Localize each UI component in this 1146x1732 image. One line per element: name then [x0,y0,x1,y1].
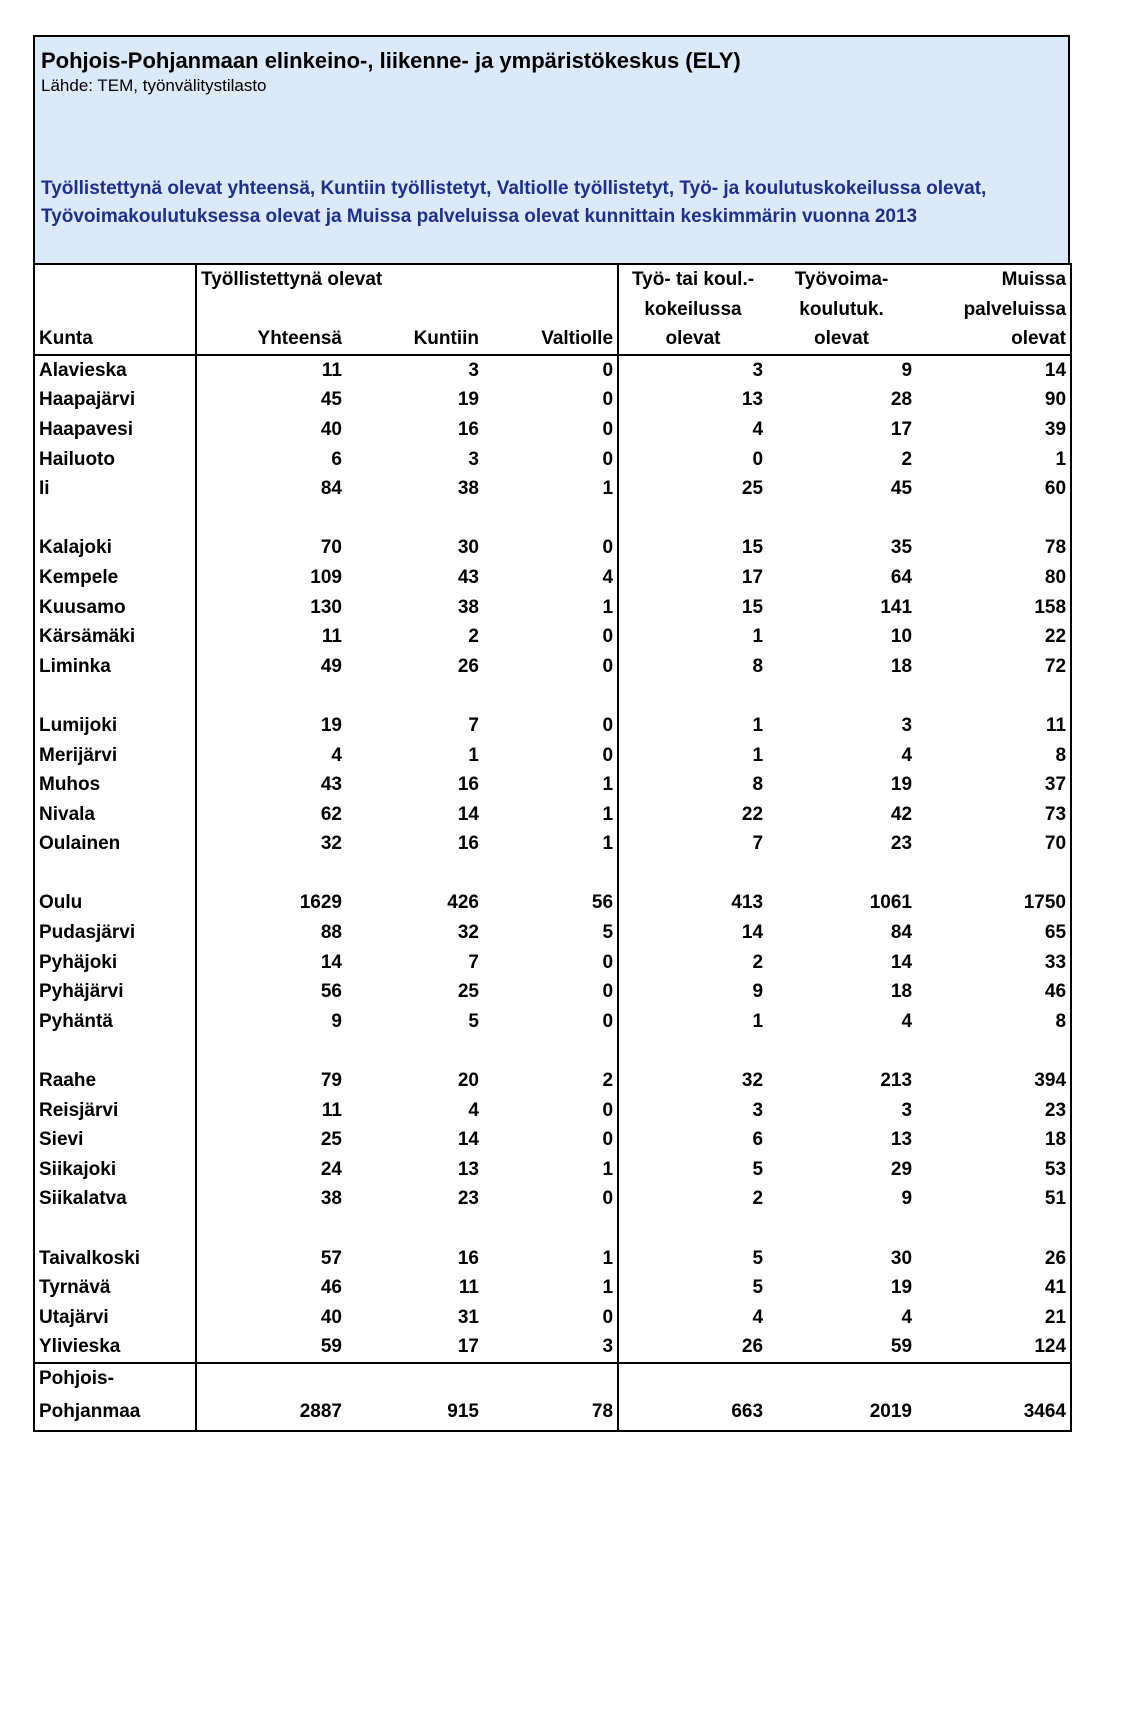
table-cell: 4 [618,1303,767,1333]
table-cell: 0 [602,1099,614,1121]
table-cell: 23 [916,1096,1071,1126]
table-row [34,1332,1071,1363]
header-yhteensa: Yhteensä [196,324,346,355]
table-row [34,1244,1071,1274]
table-cell: 19 [196,711,346,741]
table-cell: 7 [468,714,479,736]
table-cell: 4 [196,741,346,771]
table-row [34,741,1071,771]
table-cell: 0 [602,981,614,1003]
table-cell: 16 [457,418,479,440]
table-row [34,977,1071,1007]
table-cell: 19 [890,774,913,796]
table-cell: 37 [916,770,1071,800]
table-cell: 40 [196,1303,346,1333]
municipality-name: Reisjärvi [34,1096,196,1126]
table-cell: 45 [196,385,346,415]
table-cell: 5 [618,1273,767,1303]
table-cell: 56 [591,892,614,914]
table-cell: 17 [457,1336,479,1358]
table-cell: 21 [916,1303,1071,1333]
municipality-name: Muhos [34,770,196,800]
table-cell: 7 [468,951,479,973]
table-cell: 2 [618,948,767,978]
table-cell: 0 [602,1129,614,1151]
table-cell: 4 [901,1306,913,1328]
table-cell: 20 [457,1070,479,1092]
table-cell: 45 [890,478,913,500]
table-cell: 2 [602,1070,614,1092]
municipality-name: Kuusamo [34,593,196,623]
municipality-name: Liminka [34,652,196,682]
table-cell: 0 [602,951,614,973]
table-cell: 8 [618,652,767,682]
table-row [34,593,1071,623]
table-cell: 78 [916,533,1071,563]
table-cell: 0 [602,448,614,470]
table-cell: 35 [890,537,913,559]
table-cell: 16 [457,833,479,855]
table-cell: 0 [602,1306,614,1328]
table-cell: 7 [618,829,767,859]
table-row [34,1184,1071,1214]
table-cell: 14 [890,951,913,973]
header-kuntiin: Kuntiin [346,324,483,355]
table-cell: 1 [618,741,767,771]
table-cell: 1061 [869,892,913,914]
table-cell: 73 [916,800,1071,830]
table-cell: 124 [916,1332,1071,1363]
table-cell: 5 [618,1244,767,1274]
table-cell: 40 [196,415,346,445]
table-cell: 84 [196,474,346,504]
table-cell: 18 [890,981,913,1003]
group-spacer-row [34,681,1071,711]
table-row [34,800,1071,830]
table-cell: 72 [916,652,1071,682]
table-row [34,1007,1071,1037]
table-cell: 32 [618,1066,767,1096]
table-row [34,415,1071,445]
table-cell: 1 [602,1277,614,1299]
total-cell: 2019 [767,1394,916,1431]
table-cell: 14 [196,948,346,978]
total-cell: 915 [346,1394,483,1431]
total-cell: 3464 [916,1394,1071,1431]
table-cell: 5 [602,922,614,944]
statistics-table [33,263,1072,1432]
table-cell: 6 [618,1125,767,1155]
table-cell: 1750 [916,888,1071,918]
table-cell: 2 [618,1184,767,1214]
municipality-name: Utajärvi [34,1303,196,1333]
table-cell: 3 [468,448,479,470]
table-cell: 18 [890,655,913,677]
table-cell: 11 [196,1096,346,1126]
table-cell: 1 [602,478,614,500]
table-row [34,711,1071,741]
header-kunta: Kunta [34,324,196,355]
table-cell: 15 [618,533,767,563]
report-subtitle: Työllistettynä olevat yhteensä, Kuntiin työllistetyt, Valtiolle työllistetyt, Työ- ja koulutuskokeilussa olevat, Työvoimakoulutuksessa olevat ja Muissa palveluissa olevat kunnittain keskimmärin vuonna 2013 [41,178,987,227]
table-cell: 4 [618,415,767,445]
table-cell: 0 [602,655,614,677]
table-cell: 60 [916,474,1071,504]
table-cell: 4 [468,1099,479,1121]
table-row [34,355,1071,386]
table-cell: 9 [618,977,767,1007]
municipality-name: Alavieska [34,355,196,386]
table-cell: 49 [196,652,346,682]
municipality-name: Raahe [34,1066,196,1096]
table-cell: 51 [916,1184,1071,1214]
table-cell: 1 [602,803,614,825]
table-cell: 43 [457,566,479,588]
municipality-name: Ii [34,474,196,504]
table-cell: 16 [457,774,479,796]
header-trial-2: kokeilussa [618,295,767,325]
table-row [34,948,1071,978]
municipality-name: Taivalkoski [34,1244,196,1274]
table-cell: 14 [457,803,479,825]
table-cell: 4 [602,566,614,588]
group-spacer-row [34,1214,1071,1244]
total-cell: 78 [483,1394,618,1431]
table-cell: 65 [916,918,1071,948]
header-other-3: olevat [916,324,1071,355]
table-cell: 32 [196,829,346,859]
table-cell: 70 [916,829,1071,859]
table-header [34,264,1071,355]
table-cell: 0 [602,1188,614,1210]
municipality-name: Pudasjärvi [34,918,196,948]
table-cell: 8 [618,770,767,800]
table-cell: 25 [457,981,479,1003]
table-row [34,385,1071,415]
table-cell: 2 [901,448,913,470]
municipality-name: Sievi [34,1125,196,1155]
table-cell: 11 [458,1277,479,1299]
header-valtiolle: Valtiolle [483,324,618,355]
table-cell: 38 [196,1184,346,1214]
table-cell: 0 [602,744,614,766]
municipality-name: Siikalatva [34,1184,196,1214]
table-cell: 1 [618,711,767,741]
table-cell: 10 [890,626,913,648]
table-cell: 3 [618,1096,767,1126]
report-header [33,35,1070,263]
table-cell: 14 [916,355,1071,386]
table-cell: 0 [602,389,614,411]
table-cell: 1 [602,1247,614,1269]
municipality-name: Nivala [34,800,196,830]
municipality-name: Kempele [34,563,196,593]
table-cell: 1 [602,1158,614,1180]
table-cell: 11 [916,711,1071,741]
table-cell: 0 [602,626,614,648]
table-cell: 213 [880,1070,913,1092]
table-row [34,888,1071,918]
municipality-name: Merijärvi [34,741,196,771]
table-cell: 3 [901,714,913,736]
table-cell: 84 [890,922,913,944]
table-cell: 0 [602,418,614,440]
municipality-name: Oulu [34,888,196,918]
table-cell: 23 [890,833,913,855]
table-cell: 33 [916,948,1071,978]
table-cell: 1 [468,744,479,766]
table-cell: 42 [890,803,913,825]
table-cell: 9 [901,359,913,381]
table-cell: 141 [880,596,913,618]
table-row [34,918,1071,948]
table-row [34,1303,1071,1333]
table-cell: 4 [901,744,913,766]
table-cell: 4 [901,1010,913,1032]
table-cell: 109 [196,563,346,593]
municipality-name: Tyrnävä [34,1273,196,1303]
table-cell: 30 [457,537,479,559]
table-cell: 1 [618,622,767,652]
table-cell: 38 [457,596,479,618]
table-cell: 56 [196,977,346,1007]
table-row [34,1273,1071,1303]
table-cell: 13 [457,1158,479,1180]
table-cell: 5 [468,1010,479,1032]
table-row [34,533,1071,563]
header-other-2: palveluissa [916,295,1071,325]
municipality-name: Ylivieska [34,1332,196,1363]
header-trial-3: olevat [618,324,767,355]
table-cell: 3 [901,1099,913,1121]
table-cell: 22 [618,800,767,830]
table-total [34,1363,1071,1431]
table-row [34,1155,1071,1185]
table-body [34,355,1071,1363]
table-row [34,829,1071,859]
report-title: Pohjois-Pohjanmaan elinkeino-, liikenne- ja ympäristökeskus (ELY) [41,48,741,73]
table-cell: 39 [916,415,1071,445]
municipality-name: Pyhäntä [34,1007,196,1037]
table-cell: 43 [196,770,346,800]
table-cell: 1 [602,833,614,855]
table-cell: 1 [916,445,1071,475]
table-cell: 394 [916,1066,1071,1096]
table-cell: 26 [916,1244,1071,1274]
table-cell: 19 [457,389,479,411]
table-cell: 90 [916,385,1071,415]
total-cell: 2887 [196,1394,346,1431]
table-cell: 88 [196,918,346,948]
table-cell: 9 [196,1007,346,1037]
table-cell: 17 [890,418,913,440]
header-trial-1: Työ- tai koul.- [618,264,767,295]
table-cell: 9 [901,1188,913,1210]
table-cell: 2 [468,626,479,648]
municipality-name: Kalajoki [34,533,196,563]
total-cell: 663 [618,1394,767,1431]
table-cell: 1629 [196,888,346,918]
table-cell: 1 [618,1007,767,1037]
table-cell: 53 [916,1155,1071,1185]
municipality-name: Pyhäjärvi [34,977,196,1007]
table-cell: 70 [196,533,346,563]
table-cell: 46 [916,977,1071,1007]
total-name-line-1: Pohjois- [34,1363,196,1394]
group-spacer-row [34,859,1071,889]
group-spacer-row [34,1036,1071,1066]
table-cell: 1 [602,774,614,796]
table-cell: 0 [618,445,767,475]
municipality-name: Siikajoki [34,1155,196,1185]
table-cell: 23 [457,1188,479,1210]
table-cell: 64 [890,566,913,588]
header-training-1: Työvoima- [767,264,916,295]
table-cell: 31 [457,1306,479,1328]
table-cell: 25 [618,474,767,504]
table-cell: 29 [890,1158,913,1180]
table-row [34,1066,1071,1096]
table-cell: 26 [618,1332,767,1363]
header-other-1: Muissa [916,264,1071,295]
table-row [34,1096,1071,1126]
table-row [34,563,1071,593]
municipality-name: Haapavesi [34,415,196,445]
table-cell: 46 [196,1273,346,1303]
table-cell: 80 [916,563,1071,593]
table-cell: 11 [196,622,346,652]
table-cell: 13 [890,1129,913,1151]
municipality-name: Hailuoto [34,445,196,475]
header-training-2: koulutuk. [799,298,884,320]
municipality-name: Haapajärvi [34,385,196,415]
table-cell: 38 [457,478,479,500]
table-row [34,652,1071,682]
table-cell: 62 [196,800,346,830]
municipality-name: Pyhäjoki [34,948,196,978]
table-cell: 14 [457,1129,479,1151]
table-cell: 158 [916,593,1071,623]
total-name-line-2: Pohjanmaa [34,1394,196,1431]
municipality-name: Oulainen [34,829,196,859]
table-cell: 0 [602,359,614,381]
table-cell: 13 [618,385,767,415]
table-cell: 6 [196,445,346,475]
table-cell: 79 [196,1066,346,1096]
table-row [34,770,1071,800]
table-cell: 0 [602,537,614,559]
municipality-name: Kärsämäki [34,622,196,652]
table-cell: 15 [618,593,767,623]
report-source: Lähde: TEM, työnvälitystilasto [41,76,267,95]
table-row [34,445,1071,475]
table-cell: 24 [196,1155,346,1185]
table-cell: 59 [196,1332,346,1363]
table-cell: 130 [196,593,346,623]
table-cell: 25 [196,1125,346,1155]
table-cell: 3 [602,1336,614,1358]
table-cell: 3 [468,359,479,381]
report-sheet [33,35,1070,1432]
table-cell: 17 [618,563,767,593]
table-cell: 22 [916,622,1071,652]
table-cell: 26 [457,655,479,677]
header-group-employed: Työllistettynä olevat [196,264,618,295]
table-cell: 8 [916,741,1071,771]
table-row [34,1125,1071,1155]
table-cell: 32 [457,922,479,944]
table-cell: 0 [602,714,614,736]
table-cell: 11 [196,355,346,386]
table-cell: 57 [196,1244,346,1274]
table-cell: 1 [602,596,614,618]
table-cell: 0 [602,1010,614,1032]
table-cell: 19 [890,1277,913,1299]
table-cell: 16 [457,1247,479,1269]
table-row [34,622,1071,652]
table-cell: 14 [618,918,767,948]
table-cell: 41 [916,1273,1071,1303]
group-spacer-row [34,504,1071,534]
table-cell: 413 [618,888,767,918]
table-cell: 3 [618,355,767,386]
table-cell: 5 [618,1155,767,1185]
table-cell: 426 [447,892,479,914]
table-cell: 30 [890,1247,913,1269]
table-cell: 28 [890,389,913,411]
table-cell: 8 [916,1007,1071,1037]
municipality-name: Lumijoki [34,711,196,741]
table-cell: 18 [916,1125,1071,1155]
table-row [34,474,1071,504]
table-cell: 59 [890,1336,913,1358]
header-training-3: olevat [767,324,916,355]
